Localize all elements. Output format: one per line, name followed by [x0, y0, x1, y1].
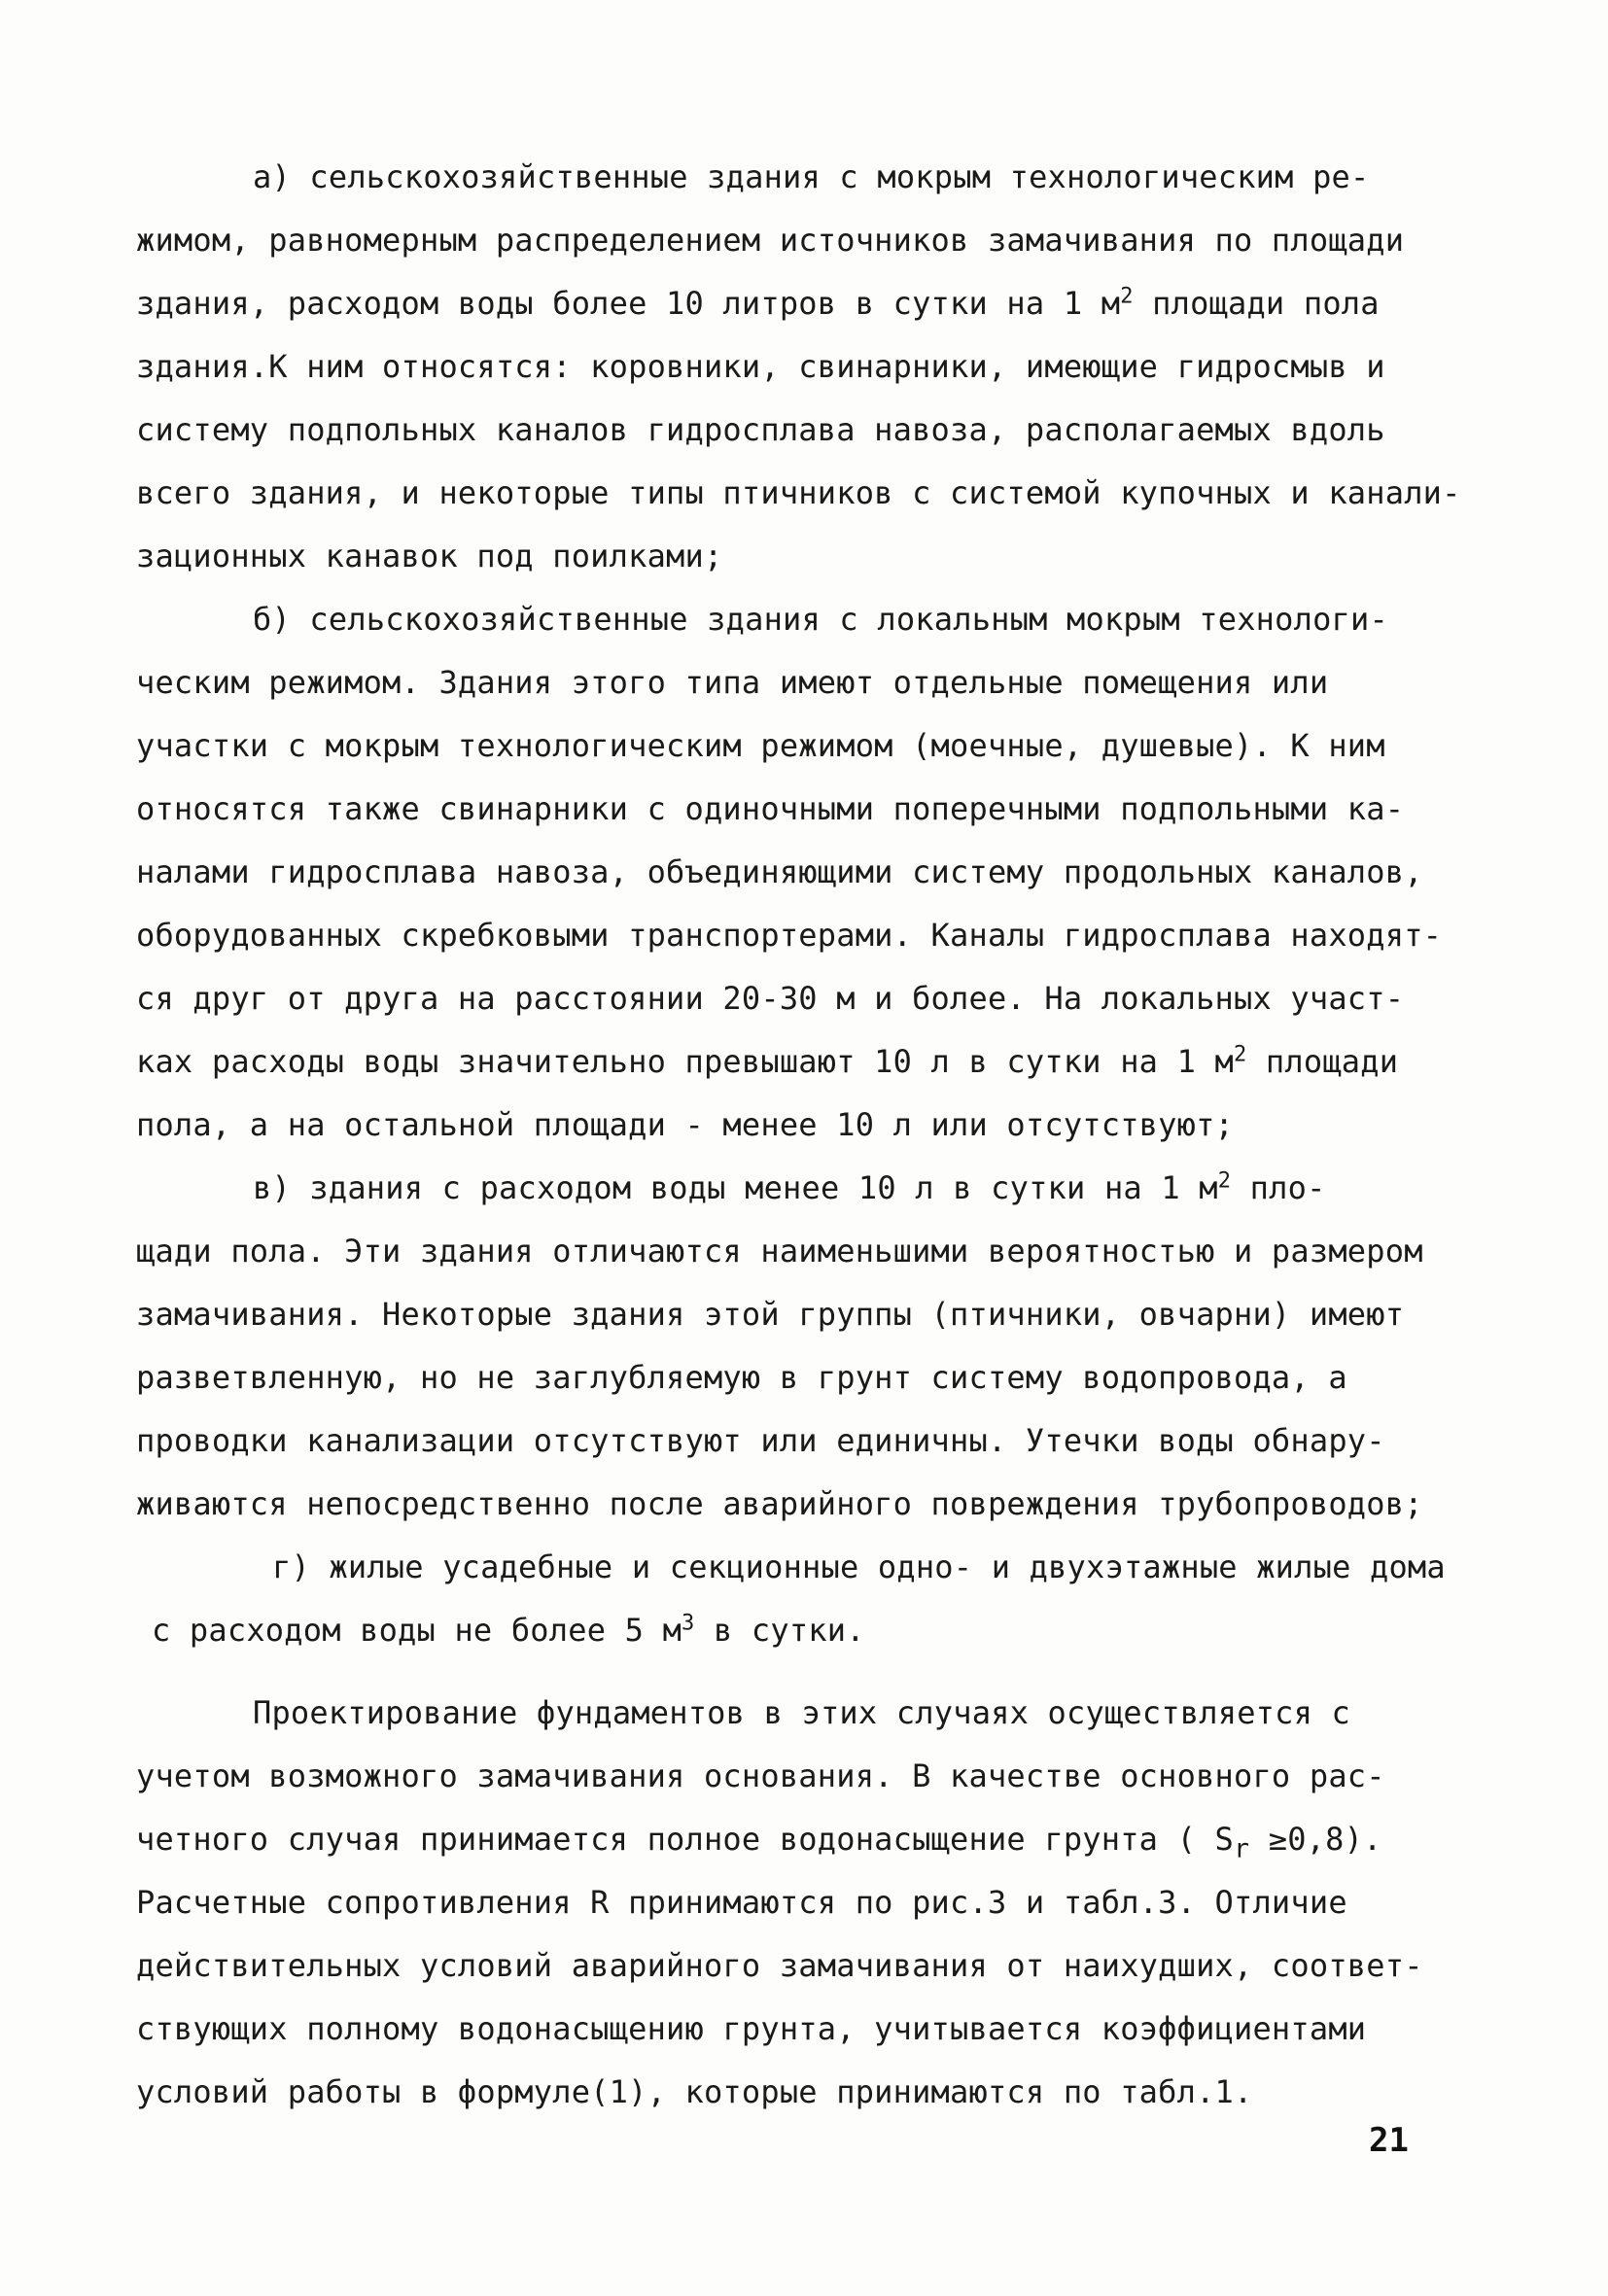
text-line: зационных канавок под поилками; — [136, 538, 723, 574]
text-line: в) здания с расходом воды менее 10 л в сутки на 1 $м^2$ пло- — [253, 1168, 1326, 1206]
text-line: здания, расходом воды более 10 литров в сутки на 1 $м^2$ площади пола — [136, 284, 1380, 322]
text-line: щади пола. Эти здания отличаются наименьшими вероятностью и размером — [136, 1233, 1423, 1270]
superscript: 3 — [682, 1611, 695, 1636]
text-line: ках расходы воды значительно превышают 10 л в сутки на 1 $м^2$ площади — [136, 1042, 1399, 1080]
superscript: 2 — [1217, 1168, 1232, 1194]
text-line: условий работы в формуле(1), которые принимаются по табл.1. — [136, 2073, 1253, 2110]
text-line: Расчетные сопротивления R принимаются по рис.3 и табл.3. Отличие — [136, 1884, 1347, 1921]
text-line: действительных условий аварийного замачивания от наихудших, соответ- — [136, 1947, 1423, 1984]
text-line: здания.К ним относятся: коровники, свинарники, имеющие гидросмыв и — [136, 348, 1385, 385]
text-line: налами гидросплава навоза, объединяющими систему продольных каналов, — [136, 853, 1423, 890]
text-line: относятся также свинарники с одиночными поперечными подпольными ка- — [136, 790, 1405, 827]
text-line: оборудованных скребковыми транспортерами. Каналы гидросплава находят- — [136, 917, 1443, 954]
body-text — [136, 146, 1497, 2124]
text-line: б) сельскохозяйственные здания с локальным мокрым технологи- — [253, 601, 1388, 638]
text-line: ся друг от друга на расстоянии 20-30 м и более. На локальных участ- — [136, 980, 1405, 1017]
text-line: г) жилые усадебные и секционные одно- и двухэтажные жилые дома — [272, 1548, 1446, 1585]
text-line: четного случая принимается полное водонасыщение грунта ( $S_r \ge 0,8$). — [136, 1821, 1382, 1864]
text-line: с расходом воды не более 5 $м^3$ в сутки. — [152, 1611, 865, 1649]
subscript: r — [1234, 1833, 1250, 1864]
text-line: замачивания. Некоторые здания этой группы (птичники, овчарни) имеют — [136, 1296, 1405, 1333]
text-line: ствующих полному водонасыщению грунта, учитывается коэффициентами — [136, 2010, 1367, 2047]
text-line: Проектирование фундаментов в этих случаях осуществляется с — [253, 1694, 1351, 1731]
superscript: 2 — [1120, 284, 1134, 309]
text-line: всего здания, и некоторые типы птичников с системой купочных и канали- — [136, 474, 1461, 511]
text-line: учетом возможного замачивания основания. В качестве основного рас- — [136, 1757, 1385, 1794]
text-line: разветвленную, но не заглубляемую в грунт систему водопровода, а — [136, 1359, 1347, 1396]
text-line: жимом, равномерным распределением источников замачивания по площади — [136, 222, 1405, 259]
text-line: систему подпольных каналов гидросплава навоза, располагаемых вдоль — [136, 411, 1385, 448]
text-line: пола, а на остальной площади - менее 10 л или отсутствуют; — [136, 1106, 1235, 1143]
page-number: 21 — [1369, 2121, 1409, 2160]
text-line: ческим режимом. Здания этого типа имеют отдельные помещения или — [136, 664, 1329, 701]
text-line: живаются непосредственно после аварийного повреждения трубопроводов; — [136, 1485, 1423, 1522]
text-line: а) сельскохозяйственные здания с мокрым технологическим ре- — [253, 158, 1370, 195]
text-line: проводки канализации отсутствуют или единичны. Утечки воды обнару- — [136, 1422, 1385, 1459]
superscript: 2 — [1234, 1042, 1247, 1067]
text-line: участки с мокрым технологическим режимом (моечные, душевые). К ним — [136, 727, 1385, 764]
